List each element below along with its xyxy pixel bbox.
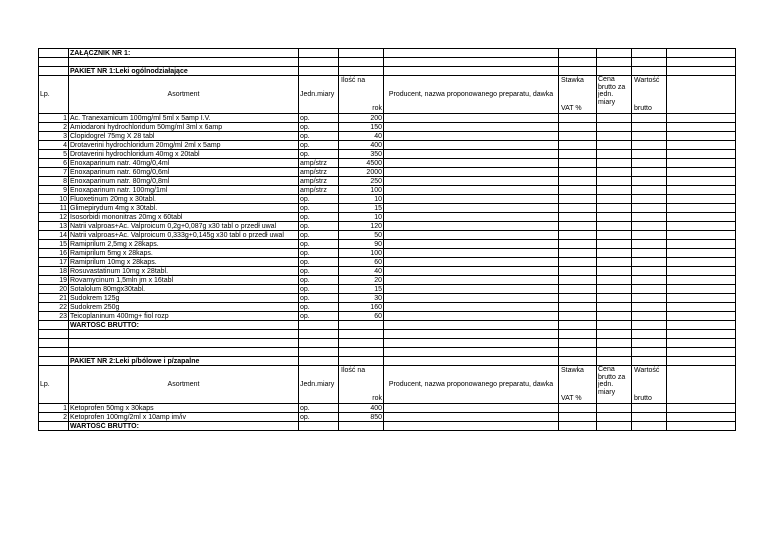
row-vat — [559, 413, 597, 422]
row-lp: 23 — [39, 312, 69, 321]
row-unit: op. — [299, 258, 339, 267]
table-row — [39, 159, 736, 168]
table-row — [39, 195, 736, 204]
row-vat — [559, 132, 597, 141]
row-qty: 350 — [339, 150, 384, 159]
row-value — [632, 267, 667, 276]
header-stawka-top: Stawka — [561, 77, 584, 84]
row-value — [632, 114, 667, 123]
row-lp: 18 — [39, 267, 69, 276]
header-row — [39, 76, 736, 114]
row-qty: 400 — [339, 404, 384, 413]
row-producent — [384, 204, 559, 213]
row-lp: 9 — [39, 186, 69, 195]
table-row — [39, 267, 736, 276]
row-name: Amiodaroni hydrochloridum 50mg/ml 3ml x 6amp — [69, 123, 299, 132]
row-value — [632, 204, 667, 213]
row-unit: op. — [299, 114, 339, 123]
row-vat — [559, 159, 597, 168]
row-qty: 850 — [339, 413, 384, 422]
table-row — [39, 249, 736, 258]
row-lp: 7 — [39, 168, 69, 177]
row-vat — [559, 276, 597, 285]
row-price — [597, 303, 632, 312]
row-producent — [384, 404, 559, 413]
header-wartosc-bottom: brutto — [634, 394, 652, 402]
row-unit: op. — [299, 132, 339, 141]
row-qty: 160 — [339, 303, 384, 312]
header-wartosc-top: Wartość — [634, 77, 660, 84]
row-value — [632, 168, 667, 177]
row-value — [632, 294, 667, 303]
row-price — [597, 240, 632, 249]
table-row — [39, 123, 736, 132]
row-price — [597, 213, 632, 222]
row-name: Natrii valproas+Ac. Valproicum 0,2g+0,087g x30 tabl o przedł uwal — [69, 222, 299, 231]
row-extra — [667, 294, 736, 303]
header-asortyment: Asortment — [69, 366, 299, 404]
row-producent — [384, 267, 559, 276]
row-producent — [384, 114, 559, 123]
row-qty: 10 — [339, 195, 384, 204]
table-row — [39, 222, 736, 231]
row-value — [632, 177, 667, 186]
row-value — [632, 159, 667, 168]
row-unit: op. — [299, 413, 339, 422]
row-price — [597, 413, 632, 422]
row-lp: 14 — [39, 231, 69, 240]
row-price — [597, 159, 632, 168]
row-qty: 15 — [339, 285, 384, 294]
row-extra — [667, 132, 736, 141]
package-1-total-label: WARTOŚĆ BRUTTO: — [69, 321, 299, 330]
row-vat — [559, 168, 597, 177]
row-unit: op. — [299, 312, 339, 321]
spacer-row — [39, 330, 736, 339]
row-vat — [559, 177, 597, 186]
row-vat — [559, 267, 597, 276]
row-unit: amp/strz — [299, 168, 339, 177]
table-row — [39, 276, 736, 285]
table-row — [39, 186, 736, 195]
row-name: Sudokrem 250g — [69, 303, 299, 312]
header-ilosc-top: Ilość na — [341, 77, 366, 84]
row-vat — [559, 150, 597, 159]
row-lp: 2 — [39, 413, 69, 422]
row-unit: op. — [299, 240, 339, 249]
package-2-total-label: WARTOŚĆ BRUTTO: — [69, 422, 299, 431]
row-name: Clopidogrel 75mg X 28 tabl — [69, 132, 299, 141]
row-extra — [667, 312, 736, 321]
row-producent — [384, 413, 559, 422]
row-qty: 40 — [339, 132, 384, 141]
row-value — [632, 186, 667, 195]
row-price — [597, 141, 632, 150]
row-extra — [667, 204, 736, 213]
row-price — [597, 177, 632, 186]
row-producent — [384, 258, 559, 267]
row-name: Natrii valproas+Ac. Valproicum 0,333g+0,145g x30 tabl o przedł uwal — [69, 231, 299, 240]
row-producent — [384, 312, 559, 321]
row-qty: 2000 — [339, 168, 384, 177]
table-row — [39, 141, 736, 150]
row-unit: op. — [299, 285, 339, 294]
row-extra — [667, 285, 736, 294]
row-price — [597, 204, 632, 213]
row-vat — [559, 123, 597, 132]
header-cena: Cena brutto za jedn. miary — [597, 366, 632, 404]
row-extra — [667, 123, 736, 132]
row-value — [632, 258, 667, 267]
spacer-row — [39, 339, 736, 348]
row-extra — [667, 404, 736, 413]
header-producent: Producent, nazwa proponowanego preparatu, dawka — [384, 76, 559, 114]
row-lp: 3 — [39, 132, 69, 141]
table-row — [39, 231, 736, 240]
row-extra — [667, 114, 736, 123]
table-row — [39, 258, 736, 267]
row-lp: 16 — [39, 249, 69, 258]
header-wartosc-bottom: brutto — [634, 104, 652, 112]
spacer-row — [39, 348, 736, 357]
table-row — [39, 404, 736, 413]
row-vat — [559, 231, 597, 240]
row-name: Drotaverini hydrochloridum 40mg x 20tabl — [69, 150, 299, 159]
row-producent — [384, 159, 559, 168]
row-unit: op. — [299, 249, 339, 258]
table-row — [39, 303, 736, 312]
row-extra — [667, 150, 736, 159]
row-qty: 90 — [339, 240, 384, 249]
header-stawka-top: Stawka — [561, 367, 584, 374]
row-qty: 30 — [339, 294, 384, 303]
row-extra — [667, 177, 736, 186]
row-lp: 2 — [39, 123, 69, 132]
row-value — [632, 231, 667, 240]
row-producent — [384, 240, 559, 249]
header-ilosc-bottom: rok — [372, 104, 382, 112]
header-ilosc-top: Ilość na — [341, 367, 366, 374]
row-producent — [384, 276, 559, 285]
row-producent — [384, 186, 559, 195]
header-row — [39, 366, 736, 404]
row-extra — [667, 141, 736, 150]
row-qty: 4500 — [339, 159, 384, 168]
row-price — [597, 168, 632, 177]
row-unit: op. — [299, 276, 339, 285]
package-title-row — [39, 67, 736, 76]
row-lp: 22 — [39, 303, 69, 312]
row-price — [597, 123, 632, 132]
row-unit: amp/strz — [299, 177, 339, 186]
row-vat — [559, 204, 597, 213]
row-producent — [384, 303, 559, 312]
package-1-title: PAKIET NR 1:Leki ogólnodziałające — [69, 67, 299, 76]
attachment-title: ZAŁĄCZNIK NR 1: — [69, 49, 299, 58]
row-name: Ac. Tranexamicum 100mg/ml 5ml x 5amp I.V. — [69, 114, 299, 123]
row-producent — [384, 177, 559, 186]
row-unit: op. — [299, 141, 339, 150]
row-qty: 250 — [339, 177, 384, 186]
row-unit: op. — [299, 294, 339, 303]
row-price — [597, 195, 632, 204]
row-vat — [559, 186, 597, 195]
row-lp: 10 — [39, 195, 69, 204]
row-price — [597, 267, 632, 276]
row-vat — [559, 258, 597, 267]
header-ilosc — [339, 76, 384, 114]
row-value — [632, 303, 667, 312]
row-qty: 20 — [339, 276, 384, 285]
row-vat — [559, 141, 597, 150]
package-2-title: PAKIET NR 2:Leki p/bólowe i p/zapalne — [69, 357, 299, 366]
row-value — [632, 123, 667, 132]
row-name: Sudokrem 125g — [69, 294, 299, 303]
row-value — [632, 249, 667, 258]
row-value — [632, 222, 667, 231]
row-name: Teicoplaninum 400mg+ fiol rozp — [69, 312, 299, 321]
row-vat — [559, 285, 597, 294]
header-stawka-bottom: VAT % — [561, 104, 582, 112]
row-lp: 8 — [39, 177, 69, 186]
header-wartosc-top: Wartość — [634, 367, 660, 374]
row-value — [632, 195, 667, 204]
attachment-title-row — [39, 49, 736, 58]
row-value — [632, 276, 667, 285]
spreadsheet-table — [38, 48, 736, 431]
row-name: Ramiprilum 5mg x 28kaps. — [69, 249, 299, 258]
row-value — [632, 150, 667, 159]
row-value — [632, 240, 667, 249]
row-producent — [384, 231, 559, 240]
row-name: Ramiprilum 2,5mg x 28kaps. — [69, 240, 299, 249]
row-extra — [667, 168, 736, 177]
row-price — [597, 312, 632, 321]
row-producent — [384, 132, 559, 141]
header-jedn-miary: Jedn.miary — [299, 366, 339, 404]
row-value — [632, 213, 667, 222]
row-vat — [559, 222, 597, 231]
row-price — [597, 231, 632, 240]
row-lp: 13 — [39, 222, 69, 231]
table-row — [39, 294, 736, 303]
row-qty: 200 — [339, 114, 384, 123]
table-row — [39, 204, 736, 213]
row-extra — [667, 267, 736, 276]
row-value — [632, 141, 667, 150]
header-ilosc-bottom: rok — [372, 394, 382, 402]
row-price — [597, 186, 632, 195]
row-vat — [559, 195, 597, 204]
header-wartosc — [632, 366, 667, 404]
row-producent — [384, 195, 559, 204]
table-row — [39, 285, 736, 294]
row-producent — [384, 123, 559, 132]
row-unit: op. — [299, 267, 339, 276]
header-asortyment: Asortment — [69, 76, 299, 114]
table-row — [39, 413, 736, 422]
package-2-rows — [39, 404, 736, 422]
header-cena: Cena brutto za jedn. miary — [597, 76, 632, 114]
row-price — [597, 285, 632, 294]
row-price — [597, 150, 632, 159]
row-producent — [384, 249, 559, 258]
header-stawka-bottom: VAT % — [561, 394, 582, 402]
row-qty: 100 — [339, 249, 384, 258]
row-value — [632, 404, 667, 413]
row-vat — [559, 114, 597, 123]
row-name: Sotalolum 80mgx30tabl. — [69, 285, 299, 294]
row-vat — [559, 404, 597, 413]
total-row — [39, 422, 736, 431]
row-name: Fluoxetinum 20mg x 30tabl. — [69, 195, 299, 204]
row-name: Drotaverini hydrochloridum 20mg/ml 2ml x 5amp — [69, 141, 299, 150]
header-jedn-miary: Jedn.miary — [299, 76, 339, 114]
header-lp: Lp. — [39, 366, 69, 404]
row-qty: 50 — [339, 231, 384, 240]
row-unit: op. — [299, 204, 339, 213]
row-extra — [667, 413, 736, 422]
row-lp: 20 — [39, 285, 69, 294]
row-price — [597, 114, 632, 123]
row-vat — [559, 303, 597, 312]
row-name: Enoxaparinum natr. 40mg/0,4ml — [69, 159, 299, 168]
row-value — [632, 285, 667, 294]
row-producent — [384, 285, 559, 294]
package-title-row — [39, 357, 736, 366]
row-lp: 11 — [39, 204, 69, 213]
table-row — [39, 312, 736, 321]
header-stawka — [559, 76, 597, 114]
row-producent — [384, 213, 559, 222]
table-row — [39, 150, 736, 159]
table-row — [39, 213, 736, 222]
row-lp: 1 — [39, 114, 69, 123]
spacer-row — [39, 58, 736, 67]
header-wartosc — [632, 76, 667, 114]
row-name: Enoxaparinum natr. 100mg/1ml — [69, 186, 299, 195]
total-row — [39, 321, 736, 330]
row-qty: 60 — [339, 312, 384, 321]
row-price — [597, 249, 632, 258]
row-name: Enoxaparinum natr. 60mg/0,6ml — [69, 168, 299, 177]
row-extra — [667, 240, 736, 249]
header-producent: Producent, nazwa proponowanego preparatu, dawka — [384, 366, 559, 404]
row-unit: op. — [299, 213, 339, 222]
row-extra — [667, 195, 736, 204]
row-name: Ketoprofen 50mg x 30kaps — [69, 404, 299, 413]
row-price — [597, 258, 632, 267]
header-lp: Lp. — [39, 76, 69, 114]
row-producent — [384, 294, 559, 303]
row-vat — [559, 312, 597, 321]
row-extra — [667, 159, 736, 168]
row-producent — [384, 141, 559, 150]
row-lp: 21 — [39, 294, 69, 303]
row-qty: 400 — [339, 141, 384, 150]
row-lp: 6 — [39, 159, 69, 168]
row-lp: 19 — [39, 276, 69, 285]
header-stawka — [559, 366, 597, 404]
row-unit: op. — [299, 303, 339, 312]
row-name: Ramiprilum 10mg x 28kaps. — [69, 258, 299, 267]
row-qty: 10 — [339, 213, 384, 222]
row-price — [597, 132, 632, 141]
row-value — [632, 413, 667, 422]
row-unit: op. — [299, 231, 339, 240]
table-row — [39, 132, 736, 141]
header-ilosc — [339, 366, 384, 404]
row-lp: 12 — [39, 213, 69, 222]
row-vat — [559, 213, 597, 222]
row-unit: op. — [299, 123, 339, 132]
row-unit: amp/strz — [299, 186, 339, 195]
row-name: Glimepirydum 4mg x 30tabl. — [69, 204, 299, 213]
row-vat — [559, 240, 597, 249]
row-value — [632, 312, 667, 321]
row-producent — [384, 168, 559, 177]
row-price — [597, 276, 632, 285]
row-extra — [667, 231, 736, 240]
row-extra — [667, 213, 736, 222]
row-name: Rovamycinum 1,5mln jm x 16tabl — [69, 276, 299, 285]
row-qty: 40 — [339, 267, 384, 276]
table-row — [39, 114, 736, 123]
row-lp: 17 — [39, 258, 69, 267]
row-unit: op. — [299, 404, 339, 413]
row-extra — [667, 258, 736, 267]
package-1-rows — [39, 114, 736, 321]
row-price — [597, 294, 632, 303]
row-unit: op. — [299, 222, 339, 231]
row-name: Isosorbidi mononitras 20mg x 60tabl — [69, 213, 299, 222]
row-name: Ketoprofen 100mg/2ml x 10amp im/iv — [69, 413, 299, 422]
row-value — [632, 132, 667, 141]
row-qty: 120 — [339, 222, 384, 231]
row-name: Rosuvastatinum 10mg x 28tabl. — [69, 267, 299, 276]
row-vat — [559, 294, 597, 303]
row-extra — [667, 249, 736, 258]
table-row — [39, 168, 736, 177]
row-unit: amp/strz — [299, 159, 339, 168]
row-price — [597, 404, 632, 413]
table-row — [39, 177, 736, 186]
row-lp: 1 — [39, 404, 69, 413]
row-extra — [667, 303, 736, 312]
row-lp: 4 — [39, 141, 69, 150]
row-unit: op. — [299, 195, 339, 204]
row-qty: 100 — [339, 186, 384, 195]
row-extra — [667, 186, 736, 195]
row-producent — [384, 222, 559, 231]
row-qty: 15 — [339, 204, 384, 213]
row-qty: 150 — [339, 123, 384, 132]
row-qty: 60 — [339, 258, 384, 267]
row-price — [597, 222, 632, 231]
row-vat — [559, 249, 597, 258]
row-producent — [384, 150, 559, 159]
row-extra — [667, 222, 736, 231]
row-extra — [667, 276, 736, 285]
row-lp: 15 — [39, 240, 69, 249]
row-unit: op. — [299, 150, 339, 159]
row-name: Enoxaparinum natr. 80mg/0,8ml — [69, 177, 299, 186]
table-row — [39, 240, 736, 249]
row-lp: 5 — [39, 150, 69, 159]
